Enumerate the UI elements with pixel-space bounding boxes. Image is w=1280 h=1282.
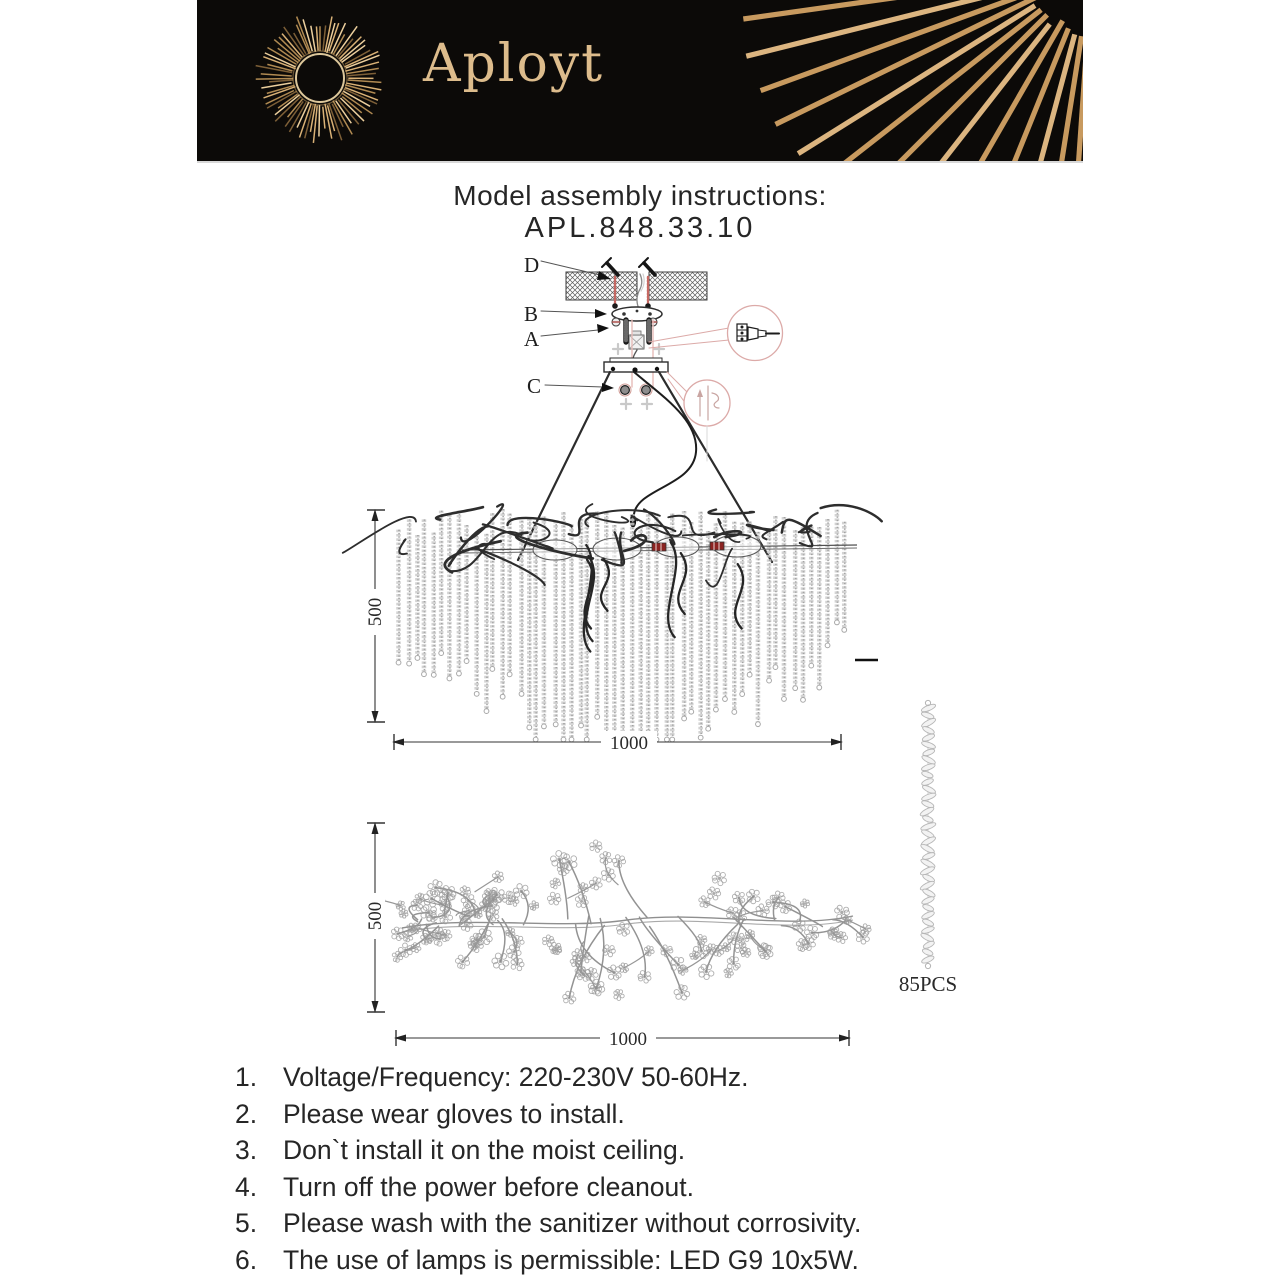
- mains-wire: [637, 274, 644, 309]
- connector-callout: [649, 306, 783, 361]
- instruction-number: 3.: [235, 1135, 283, 1166]
- ceiling-slab-right: [649, 272, 707, 300]
- instruction-text: Turn off the power before cleanout.: [283, 1172, 694, 1203]
- label-c: C: [527, 374, 541, 398]
- side-height-value: 500: [365, 598, 386, 627]
- page-title: Model assembly instructions:: [0, 180, 1280, 212]
- instruction-text: Please wear gloves to install.: [283, 1099, 625, 1130]
- instruction-item: [235, 1135, 861, 1172]
- instruction-item: [235, 1062, 861, 1099]
- side-height-dimension: [364, 509, 386, 723]
- instruction-text: Voltage/Frequency: 220-230V 50-60Hz.: [283, 1062, 749, 1093]
- brand-name: Aployt: [423, 38, 604, 90]
- side-width-value: 1000: [610, 733, 648, 754]
- instruction-text: Please wash with the sanitizer without corrosivity.: [283, 1208, 861, 1239]
- label-b: B: [524, 302, 538, 326]
- branch-pattern: [375, 840, 872, 1004]
- side-width-dimension: [392, 731, 843, 754]
- instruction-text: Don`t install it on the moist ceiling.: [283, 1135, 685, 1166]
- mounting-plate: [612, 307, 662, 326]
- crystal-strand-figure: [899, 700, 957, 996]
- terminal-block: [629, 331, 644, 362]
- instruction-number: 1.: [235, 1062, 283, 1093]
- side-view-drawing: [343, 504, 882, 754]
- instruction-number: 2.: [235, 1099, 283, 1130]
- instruction-item: [235, 1245, 861, 1282]
- cable-grip-callout: [667, 372, 730, 461]
- instruction-number: 5.: [235, 1208, 283, 1239]
- model-number: APL.848.33.10: [0, 212, 1280, 244]
- instruction-item: [235, 1172, 861, 1209]
- instruction-text: The use of lamps is permissible: LED G9 10x5W.: [283, 1245, 859, 1276]
- top-height-dimension: [364, 822, 386, 1013]
- label-a: A: [524, 327, 540, 351]
- instruction-item: [235, 1208, 861, 1245]
- label-d: D: [524, 253, 539, 277]
- instruction-list: [235, 1062, 861, 1282]
- instruction-number: 4.: [235, 1172, 283, 1203]
- top-width-dimension: [394, 1027, 851, 1050]
- crystal-strand-art: [919, 700, 937, 968]
- strand-count-label: 85PCS: [899, 972, 957, 996]
- top-view-drawing: [364, 822, 871, 1050]
- instruction-number: 6.: [235, 1245, 283, 1276]
- canopy: [604, 358, 668, 409]
- top-height-value: 500: [365, 902, 386, 931]
- instruction-item: [235, 1099, 861, 1136]
- top-width-value: 1000: [609, 1029, 647, 1050]
